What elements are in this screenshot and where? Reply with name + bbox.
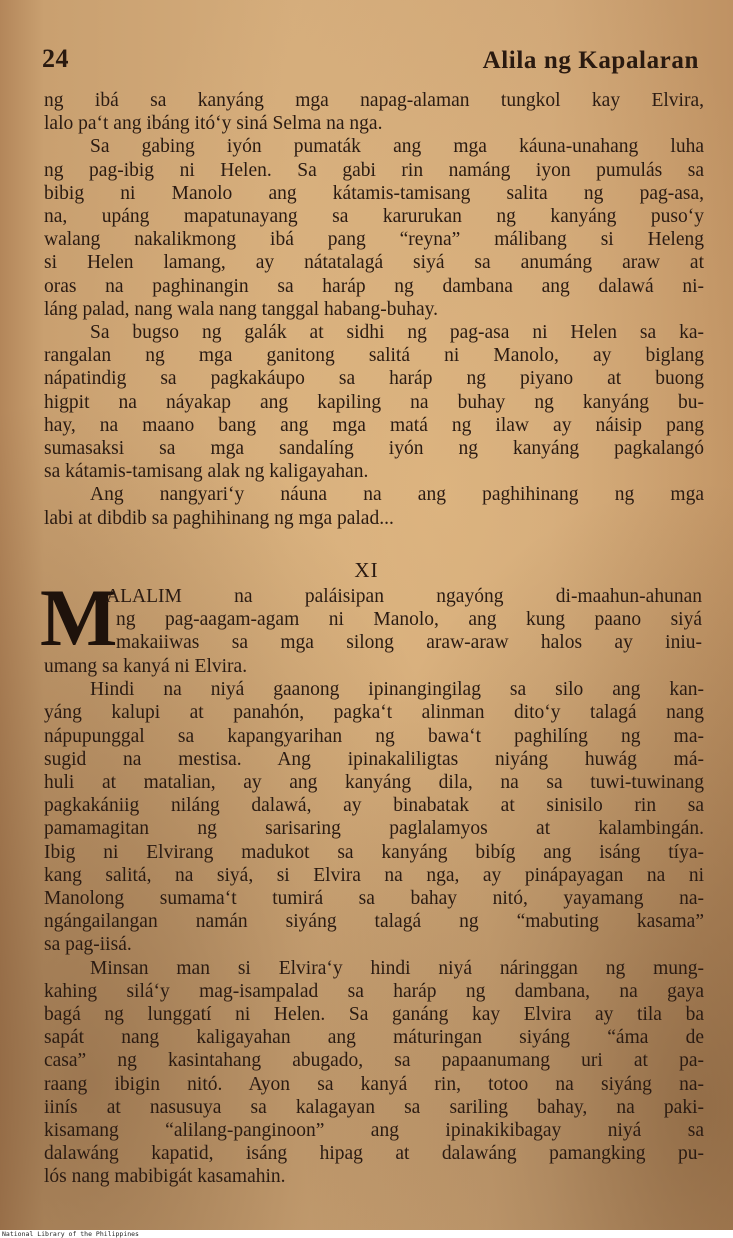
drop-cap-initial: M [40,572,118,663]
text-line: raang ibigin nitó. Ayon sa kanyá rin, totoo na siyáng na- [44,1073,704,1095]
text-line: Sa gabing iyón pumaták ang mga káuna-unahang luha [90,136,704,158]
text-line: Ang nangyari‘y náuna na ang paghihinang ng mga [90,484,704,506]
text-line: rangalan ng mga ganitong salitá ni Manolo, ay biglang [44,345,704,367]
drop-cap-third-line [116,631,702,654]
text-line: oras na paghinangin sa haráp ng dambana ang dalawá ni- [44,275,704,297]
text-line: Sa bugso ng galák at sidhi ng pag-asa ni Helen sa ka- [90,322,704,344]
text-line: yáng kalupi at panahón, pagka‘t alinman dito‘y talagá nang [44,702,704,724]
text-line: sugid na mestisa. Ang ipinakaliligtas niyáng huwág má- [44,748,704,770]
text-line: lós nang mabibigát kasamahin. [44,1166,286,1188]
running-title: Alila ng Kapalaran [482,47,699,74]
text-line: sa pag-iisá. [44,934,132,956]
page-number: 24 [42,44,69,73]
text-line: higpit na náyakap ang kapiling na buhay ng kanyáng bu- [44,391,704,413]
text-line: bibig ni Manolo ang kátamis-tamisang salita ng pag-asa, [44,182,704,204]
text-line: si Helen lamang, ay nátatalagá siyá sa anumáng araw at [44,252,704,274]
page-header [42,44,699,80]
text-line: nápupunggal sa kapangyarihan ng bawa‘t paghilíng ng ma- [44,725,704,747]
text-line: ALALIM na paláisipan ngayóng di-maahun-ahunan [106,586,702,607]
text-line: walang nakalikmong ibá pang “reyna” málibang si Heleng [44,229,704,251]
text-line: makaiiwas sa mga silong araw-araw halos ay iniu- [116,632,702,653]
text-line: pamamagitan ng sarisaring paglalamyos at kalambingán. [44,818,704,840]
text-line: lalo pa‘t ang ibáng itó‘y siná Selma na nga. [44,113,383,135]
text-line: láng palad, nang wala nang tanggal habang-buhay. [44,298,439,320]
text-line: Hindi na niyá gaanong ipinangingilag sa silo ang kan- [90,679,704,701]
paragraphs-before-chapter [44,89,704,530]
text-line: kisamang “alilang-panginoon” ang ipinakikibagay niyá sa [44,1120,704,1142]
text-line: ngángailangan namán siyáng talagá ng “mabuting kasama” [44,911,704,933]
text-line: hay, na maano bang ang mga matá ng ilaw ay náisip pang [44,414,704,436]
text-line: labi at dibdib sa paghihinang ng mga palad... [44,507,394,529]
text-line: casa” ng kasintahang abugado, sa papaanumang uri at pa- [44,1050,704,1072]
text-line: Minsan man si Elvira‘y hindi niyá náringgan ng mung- [90,957,704,979]
text-line: bagá ng lunggatí ni Helen. Sa ganáng kay Elvira ay tila ba [44,1004,704,1026]
text-line: ng pag-aagam-agam ni Manolo, ang kung paano siyá [116,609,702,630]
text-line: Manolong sumama‘t tumirá sa bahay nitó, yayamang na- [44,888,704,910]
text-line: kahing silá‘y mag-isampalad sa haráp ng dambana, na gaya [44,980,704,1002]
text-line: huli at matalian, ay ang kanyáng dila, na sa tuwi-tuwinang [44,772,704,794]
text-line: na, upáng mapatunayang sa karurukan ng kanyáng puso‘y [44,206,704,228]
drop-cap-second-line [116,608,702,631]
drop-cap-first-line [106,585,702,608]
paragraphs-after-chapter [44,655,704,1189]
footer-credit: National Library of the Philippines [2,1230,139,1238]
text-line: ng pag-ibig ni Helen. Sa gabi rin namáng iyon pumulás sa [44,159,704,181]
text-line: pagkakániig niláng dalawá, ay binabatak at sinisilo rin sa [44,795,704,817]
text-line: iinís at nasusuya sa kalagayan sa sariling bahay, na paki- [44,1096,704,1118]
text-line: ng ibá sa kanyáng mga napag-alaman tungkol kay Elvira, [44,90,704,111]
text-line: sapát nang kaligayahan ang máturingan siyáng “áma de [44,1027,704,1049]
chapter-heading: XI [354,558,379,582]
text-line: sumasaksi sa mga sandalíng iyón ng kanyáng pagkalangó [44,438,704,460]
text-line: kang salitá, na siyá, si Elvira na nga, ay pinápayagan na ni [44,864,704,886]
text-line: umang sa kanyá ni Elvira. [44,656,248,677]
text-line: sa kátamis-tamisang alak ng kaligayahan. [44,461,369,483]
text-line: nápatindig sa pagkakáupo sa haráp ng piyano at buong [44,368,704,390]
text-line: Ibig ni Elvirang madukot sa kanyáng bibíg ang isáng tíya- [44,841,704,863]
text-line: dalawáng kapatid, isáng hipag at dalawáng pamangking pu- [44,1143,704,1165]
